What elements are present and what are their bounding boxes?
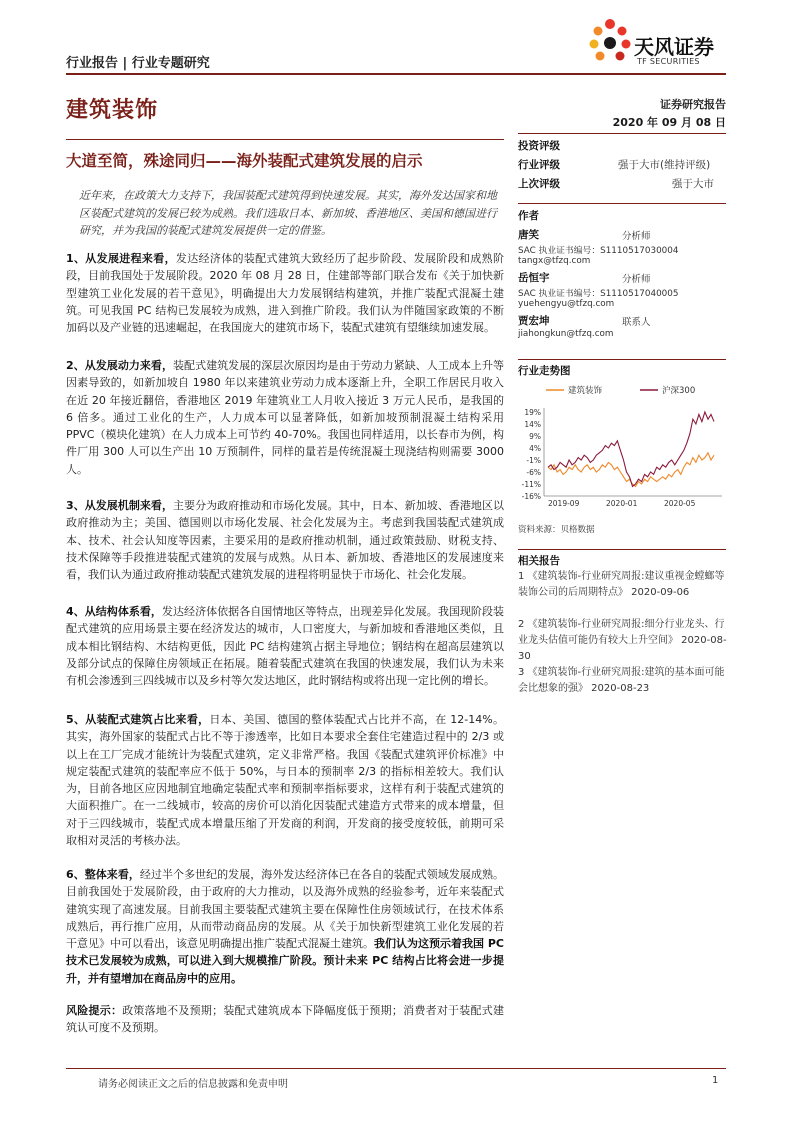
paragraph-text: 主要分为政府推动和市场化发展。其中，日本、新加坡、香港地区以政府推动为主；美国、德国则以市场化发展、社会化发展为主。考虑到我国装配式建筑成本、技术、社会认知度等因素，主要采用的是政府推动机制，通过政策鼓励、财税支持、技术保障等手段推进装配式建筑的发展与成熟。从日本、新加坡、香港地区的发展速度来看，我们认为通过政府推动装配式建筑发展的进程将明显快于市场化、社会化发展。 [66, 499, 504, 582]
legend-label: 沪深300 [662, 386, 696, 396]
industry-trend-chart [516, 380, 728, 512]
paragraph-4 [66, 603, 504, 689]
footer-disclaimer: 请务必阅读正文之后的信息披露和免责申明 [98, 1079, 288, 1090]
paragraph-lead: 1、从发展进程来看， [66, 252, 176, 265]
related-head: 相关报告 [518, 555, 560, 567]
paragraph-bold-tail: 我们认为这预示着我国 PC 技术已发展较为成熟，可以进入到大规模推广阶段。预计未来 PC 结构占比将会进一步提升，并有望增加在商品房中的应用。 [66, 937, 505, 985]
paragraph-text: 发达经济体的装配式建筑大致经历了起步阶段、发展阶段和成熟阶段，目前我国处于发展阶段。2020 年 08 月 28 日，住建部等部门联合发布《关于加快新型建筑工业化发展的若干意见》，明确提出大力发展钢结构建筑，并推广装配式混凝土建筑。可见我国 PC 结构已发展较为成熟，进入到推广阶段。我们认为伴随国家政策的不断加码以及产业链的迅速崛起，在我国庞大的建筑市场下，装配式建筑有望继续加速发展。 [66, 252, 504, 335]
title-divider [66, 139, 504, 140]
paragraph-lead: 风险提示： [66, 1004, 123, 1017]
author-email[interactable]: yuehengyu@tfzq.com [518, 299, 615, 309]
footer-divider [66, 1068, 726, 1069]
y-tick-label: 19% [524, 408, 541, 417]
report-type: 行业报告 | 行业专题研究 [66, 56, 210, 71]
related-report-3[interactable]: 3 《建筑装饰-行业研究周报:建筑的基本面可能会比想象的强》 2020-08-23 [518, 667, 725, 694]
paragraph-lead: 4、从结构体系看， [66, 605, 162, 618]
industry-rating-value: 强于大市(维持评级) [618, 159, 711, 171]
author-name: 贾宏坤 [518, 315, 550, 327]
y-tick-label: -16% [521, 492, 541, 501]
logo-subtitle: TF SECURITIES [637, 57, 700, 66]
series-line-hs300 [548, 412, 714, 486]
x-tick-label: 2020-01 [606, 499, 638, 508]
paragraph-6 [66, 866, 504, 987]
paragraph-5 [66, 711, 504, 849]
sector-title: 建筑装饰 [66, 98, 159, 123]
paragraph-lead: 6、整体来看， [66, 868, 140, 881]
author-email[interactable]: tangx@tfzq.com [518, 256, 591, 266]
related-divider [518, 549, 726, 550]
x-tick-label: 2020-05 [664, 499, 696, 508]
report-date: 2020 年 09 月 08 日 [612, 116, 726, 129]
author-cert: SAC 执业证书编号：S1110517040005 [518, 289, 679, 299]
paragraph-text: 装配式建筑发展的深层次原因均是由于劳动力紧缺、人工成本上升等因素导致的，如新加坡自 1980 年以来建筑业劳动力成本逐渐上升，全职工作居民月收入在近 20 年接近翻倍，香港地区 2019 年建筑业工人月收入接近 3 万元人民币，是我国的 6 倍多。通过工业化的生产，人力成本可以显著降低，如新加坡预制混凝土结构采用 PPVC（模块化建筑）在人力成本上可节约 40-70%。我国也同样适用，以长春市为例，构件厂用 300 人可以生产出 10 万预制件，同样的量若是传统混凝土现浇结构则需要 3000 人。 [66, 359, 504, 476]
author-name: 岳恒宇 [518, 272, 550, 284]
legend-label: 建筑装饰 [568, 386, 603, 396]
paragraph-text: 日本、美国、德国的整体装配式占比并不高，在 12-14%。其实，海外国家的装配式占比不等于渗透率，比如日本要求全套住宅建造过程中的 2/3 或以上在工厂完成才能统计为装配式建筑，定义非常严格。我国《装配式建筑评价标准》中规定装配式建筑的装配率应不低于 50%，与日本的预制率 2/3 的指标相差较大。我们认为，目前各地区应因地制宜地确定装配式率和预制率指标要求，这样有利于装配式建筑的大面积推广。在一二线城市，较高的房价可以消化因装配式建造方式带来的成本增量，但对于三四线城市，装配式成本增量压缩了开发商的利润，开发商的接受度较低，前期可采取相对灵活的考核办法。 [66, 713, 504, 848]
y-tick-label: -11% [521, 480, 541, 489]
rating-divider [518, 133, 726, 134]
page-number: 1 [712, 1075, 719, 1086]
chart-source: 资料来源：贝格数据 [518, 525, 595, 535]
y-tick-label: 14% [524, 420, 541, 429]
y-tick-label: -6% [526, 468, 541, 477]
authors-head: 作者 [518, 210, 539, 222]
top-divider [66, 73, 726, 75]
author-role: 分析师 [622, 231, 651, 242]
risk-warning [66, 1002, 504, 1037]
chart-head: 行业走势图 [518, 365, 571, 377]
paragraph-2 [66, 357, 504, 478]
paragraph-1 [66, 250, 504, 336]
author-cert: SAC 执业证书编号：S1110517030004 [518, 246, 679, 256]
tf-logo-icon [586, 16, 632, 66]
paragraph-text: 经过半个多世纪的发展，海外发达经济体已在各自的装配式领域发展成熟。目前我国处于发展阶段，由于政府的大力推动，以及海外成熟的经验参考，近年来装配式建筑实现了高速发展。目前我国主要装配式建筑主要在保障性住房领域试行，在技术体系成熟后，再行推广应用，从而带动商品房的发展。从《关于加快新型建筑工业化发展的若干意见》中可以看出，该意见明确提出推广装配式混凝土建筑。 [66, 868, 505, 951]
prev-rating-label: 上次评级 [518, 178, 560, 190]
rating-head: 投资评级 [518, 140, 560, 152]
paragraph-lead: 2、从发展动力来看， [66, 359, 173, 372]
related-report-2[interactable]: 2 《建筑装饰-行业研究周报:细分行业龙头、行业龙头估值可能仍有较大上升空间》 2020-08-30 [518, 619, 727, 662]
author-role: 联系人 [622, 317, 651, 328]
industry-rating-label: 行业评级 [518, 159, 560, 171]
paragraph-text: 发达经济体依据各自国情地区等特点，出现差异化发展。我国现阶段装配式建筑的应用场景主要在经济发达的城市，人口密度大，与新加坡和香港地区类似，且成本相比钢结构、木结构更低，因此 PC 结构建筑占据主导地位；钢结构在超高层建筑以及部分试点的保障住房领域正在拓展。随着装配式建筑在我国的快速发展，我们认为未来有机会渗透到三四线城市以及乡村等欠发达地区，此时钢结构或将出现一定比例的增长。 [66, 605, 505, 688]
x-tick-label: 2019-09 [548, 499, 580, 508]
y-tick-label: 4% [529, 444, 541, 453]
logo-name: 天风证券 [634, 35, 714, 59]
author-email[interactable]: jiahongkun@tfzq.com [518, 329, 614, 339]
author-role: 分析师 [622, 274, 651, 285]
prev-rating-value: 强于大市 [672, 178, 714, 190]
paragraph-3 [66, 497, 504, 583]
author-name: 唐笑 [518, 229, 539, 241]
summary: 近年来，在政策大力支持下，我国装配式建筑得到快速发展。其实，海外发达国家和地区装配式建筑的发展已较为成熟。我们选取日本、新加坡、香港地区、美国和德国进行研究，并为我国的装配式建筑发展提供一定的借鉴。 [79, 189, 497, 237]
main-title: 大道至简，殊途同归——海外装配式建筑发展的启示 [66, 152, 423, 170]
y-tick-label: -1% [526, 456, 541, 465]
y-tick-label: 9% [529, 432, 541, 441]
paragraph-text: 政策落地不及预期；装配式建筑成本下降幅度低于预期；消费者对于装配式建筑认可度不及预期。 [66, 1004, 505, 1035]
report-kind: 证券研究报告 [660, 98, 726, 111]
related-report-1[interactable]: 1 《建筑装饰-行业研究周报:建议重视金螳螂等装饰公司的后周期特点》 2020-09-06 [518, 571, 725, 598]
chart-divider [518, 359, 726, 360]
authors-divider [518, 203, 726, 204]
paragraph-lead: 3、从发展机制来看， [66, 499, 173, 512]
paragraph-lead: 5、从装配式建筑占比来看， [66, 713, 210, 726]
